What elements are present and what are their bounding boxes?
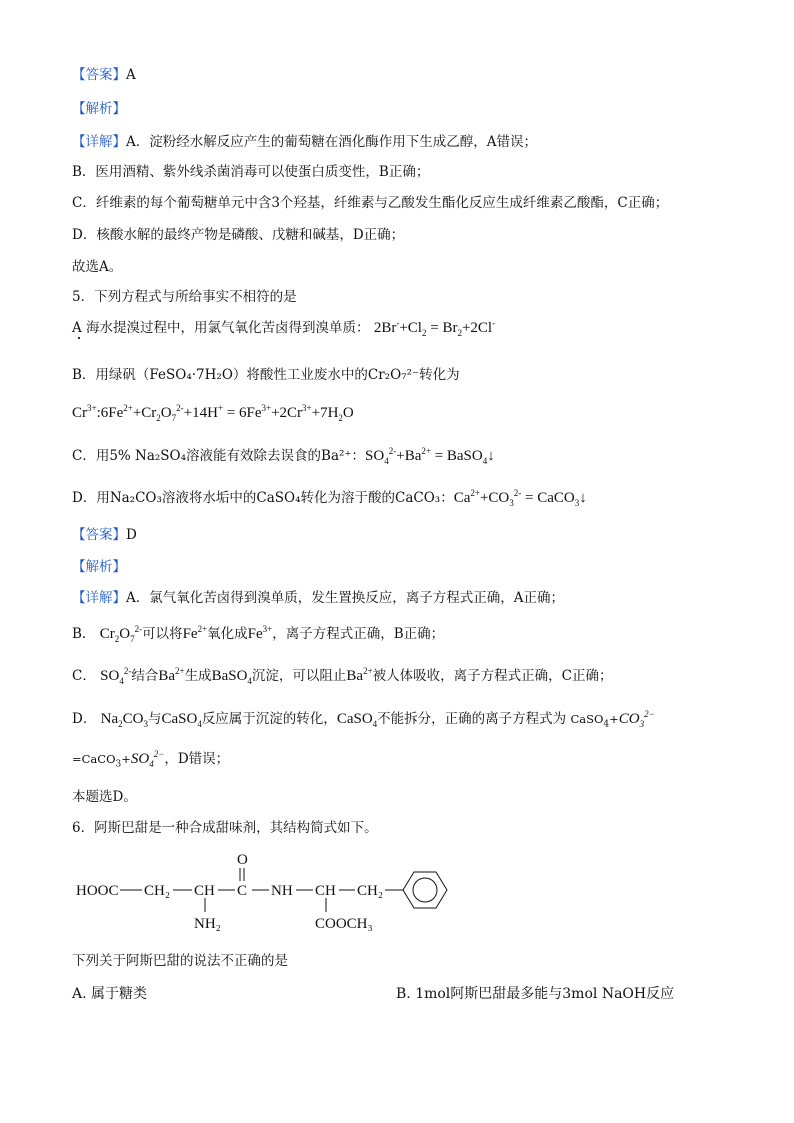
- q5-opt-d-text: D．用Na₂CO₃溶液将水垢中的CaSO₄转化为溶于酸的CaCO₃：: [72, 490, 454, 506]
- q5-opt-a-equation: $2Br^-+Cl_2 = Br_2+2Cl^-$: [373, 318, 496, 338]
- stray-dot: [78, 337, 80, 339]
- struct-nh2: NH₂: [194, 916, 221, 932]
- answer-tag: 【答案】: [72, 67, 126, 83]
- q5-exp-d: D． $Na_2CO_3$与CaSO$_4$反应属于沉淀的转化，CaSO$_4$不能拆分，正确的离子方程式为 $CaSO_4+CO_3^{2-}$: [72, 709, 655, 730]
- struct-o: O: [237, 852, 248, 868]
- q5-exp-d-cont: $=CaCO_3+SO_4^{2-}$，D错误；: [72, 749, 230, 770]
- q5-option-b: B．用绿矾（FeSO₄·7H₂O）将酸性工业废水中的Cr₂O₇²⁻转化为: [72, 367, 460, 383]
- q5-stem: 5．下列方程式与所给事实不相符的是: [72, 289, 297, 305]
- struct-ch-2: CH: [315, 883, 336, 899]
- q5-option-b-equation: $Cr^{3+}:6Fe^{2+}+Cr_2O_7^{2-}+14H^+ = 6Fe^{3+}+2Cr^{3+}+7H_2O$: [72, 403, 354, 423]
- struct-hooc: HOOC: [76, 883, 119, 899]
- q5-exp-c: C． $SO_4^{2-}$结合$Ba^{2+}$生成BaSO$_4$沉淀，可以阻止$Ba^{2+}$被人体吸收，离子方程式正确，C正确；: [72, 666, 613, 686]
- detail-tag: 【详解】: [72, 134, 126, 150]
- q5-conclusion: 本题选D。: [72, 789, 137, 805]
- q5-option-a: [72, 319, 734, 337]
- q5-option-d: [72, 489, 734, 507]
- struct-ch2: CH₂: [144, 883, 171, 899]
- q6-option-b: B. 1mol阿斯巴甜最多能与3mol NaOH反应: [396, 986, 675, 1002]
- q4-analysis-tag: 【解析】: [72, 101, 126, 117]
- benzene-ring: [403, 872, 447, 908]
- q4-line-b: B．医用酒精、紫外线杀菌消毒可以使蛋白质变性，B正确；: [72, 164, 430, 180]
- struct-ch2-2: CH₂: [357, 883, 384, 899]
- q5-analysis-tag: 【解析】: [72, 559, 126, 575]
- q4-detail-a: [72, 133, 734, 151]
- q4-line-a: A．淀粉经水解反应产生的葡萄糖在酒化酶作用下生成乙醇，A错误；: [126, 134, 537, 150]
- answer-value: A: [126, 67, 136, 83]
- q5-option-c: [72, 447, 734, 465]
- answer-value: D: [126, 527, 137, 543]
- detail-tag: 【详解】: [72, 590, 126, 606]
- q5-exp-b: B． $Cr_2O_7^{2-}$可以将$Fe^{2+}$氧化成$Fe^{3+}$，离子方程式正确，B正确；: [72, 624, 445, 644]
- q5-opt-d-equation: $Ca^{2+}+CO_3^{2-}$ = CaCO$_3$↓: [453, 488, 587, 508]
- q5-opt-c-equation: $SO_4^{2-}+Ba^{2+}$ = BaSO$_4$↓: [365, 446, 495, 466]
- struct-c: C: [237, 883, 248, 899]
- q5-detail-a: [72, 589, 734, 607]
- answer-tag: 【答案】: [72, 527, 126, 543]
- struct-ch: CH: [194, 883, 215, 899]
- q4-conclusion: 故选A。: [72, 259, 123, 275]
- q5-opt-a-text: A 海水提溴过程中，用氯气氧化苦卤得到溴单质：: [72, 320, 370, 336]
- q5-answer-line: [72, 526, 734, 544]
- q6-option-a: A. 属于糖类: [72, 986, 148, 1002]
- struct-cooch3: COOCH₃: [315, 916, 373, 932]
- q5-exp-a: A．氯气氧化苦卤得到溴单质，发生置换反应，离子方程式正确，A正确；: [126, 590, 564, 606]
- q4-line-c: C．纤维素的每个葡萄糖单元中含3个羟基，纤维素与乙酸发生酯化反应生成纤维素乙酸酯，C正确；: [72, 195, 669, 211]
- q5-opt-c-text: C．用5% Na₂SO₄溶液能有效除去误食的Ba²⁺：: [72, 448, 366, 464]
- q4-answer-line: [72, 66, 734, 84]
- aspartame-structure: [72, 848, 472, 938]
- q6-stem: 6．阿斯巴甜是一种合成甜味剂，其结构简式如下。: [72, 820, 378, 836]
- q6-question: 下列关于阿斯巴甜的说法不正确的是: [72, 953, 288, 969]
- q4-line-d: D．核酸水解的最终产物是磷酸、戊糖和碱基，D正确；: [72, 227, 405, 243]
- struct-nh: NH: [271, 883, 293, 899]
